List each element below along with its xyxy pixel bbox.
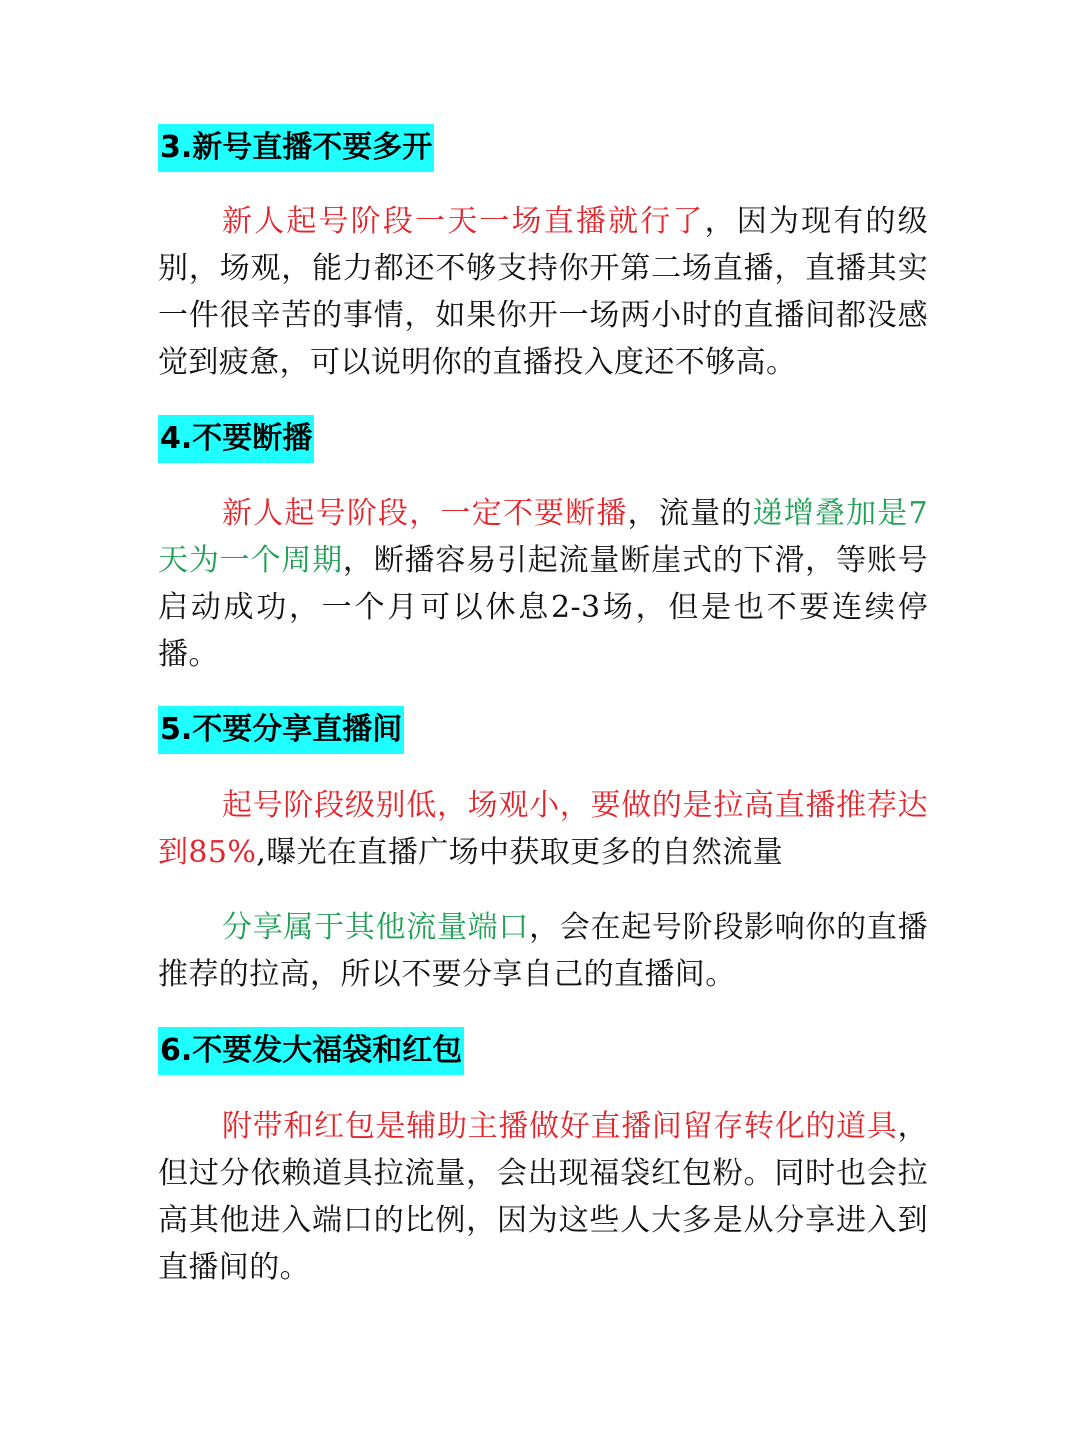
paragraph-text: ，流量的 [627, 496, 753, 531]
green-highlight: 分享属于其他流量端口 [222, 910, 530, 945]
section-heading-5: 5.不要分享直播间 [158, 706, 404, 754]
green-highlight: 递增叠加是7天为一个周期 [158, 496, 928, 578]
red-highlight: 附带和红包是辅助主播做好直播间留存转化的道具 [222, 1109, 898, 1144]
paragraph-text: ，因为现有的级别，场观，能力都还不够支持你开第二场直播，直播其实一件很辛苦的事情，如果你开一场两小时的直播间都没感觉到疲惫，可以说明你的直播投入度还不够高。 [158, 204, 928, 380]
paragraph-text: ,曝光在直播广场中获取更多的自然流量 [256, 835, 784, 870]
paragraph-text: ，会在起号阶段影响你的直播推荐的拉高，所以不要分享自己的直播间。 [158, 910, 929, 992]
section-5-paragraph-2 [158, 904, 928, 998]
section-6-paragraph [158, 1103, 928, 1291]
red-highlight: 新人起号阶段，一定不要断播 [222, 496, 628, 531]
paragraph-text: ，断播容易引起流量断崖式的下滑，等账号启动成功，一个月可以休息2-3场，但是也不要连续停播。 [158, 543, 928, 672]
section-5-paragraph-1 [158, 782, 928, 876]
section-heading-6: 6.不要发大福袋和红包 [158, 1027, 464, 1075]
red-highlight: 新人起号阶段一天一场直播就行了 [222, 204, 705, 239]
section-3-paragraph [158, 198, 928, 386]
red-highlight: 起号阶段级别低，场观小，要做的是拉高直播推荐达到85% [158, 788, 928, 870]
section-heading-4: 4.不要断播 [158, 415, 314, 463]
section-4-paragraph [158, 490, 928, 678]
section-heading-3: 3.新号直播不要多开 [158, 124, 434, 172]
paragraph-text: ，但过分依赖道具拉流量，会出现福袋红包粉。同时也会拉高其他进入端口的比例，因为这些人大多是从分享进入到直播间的。 [158, 1109, 928, 1285]
